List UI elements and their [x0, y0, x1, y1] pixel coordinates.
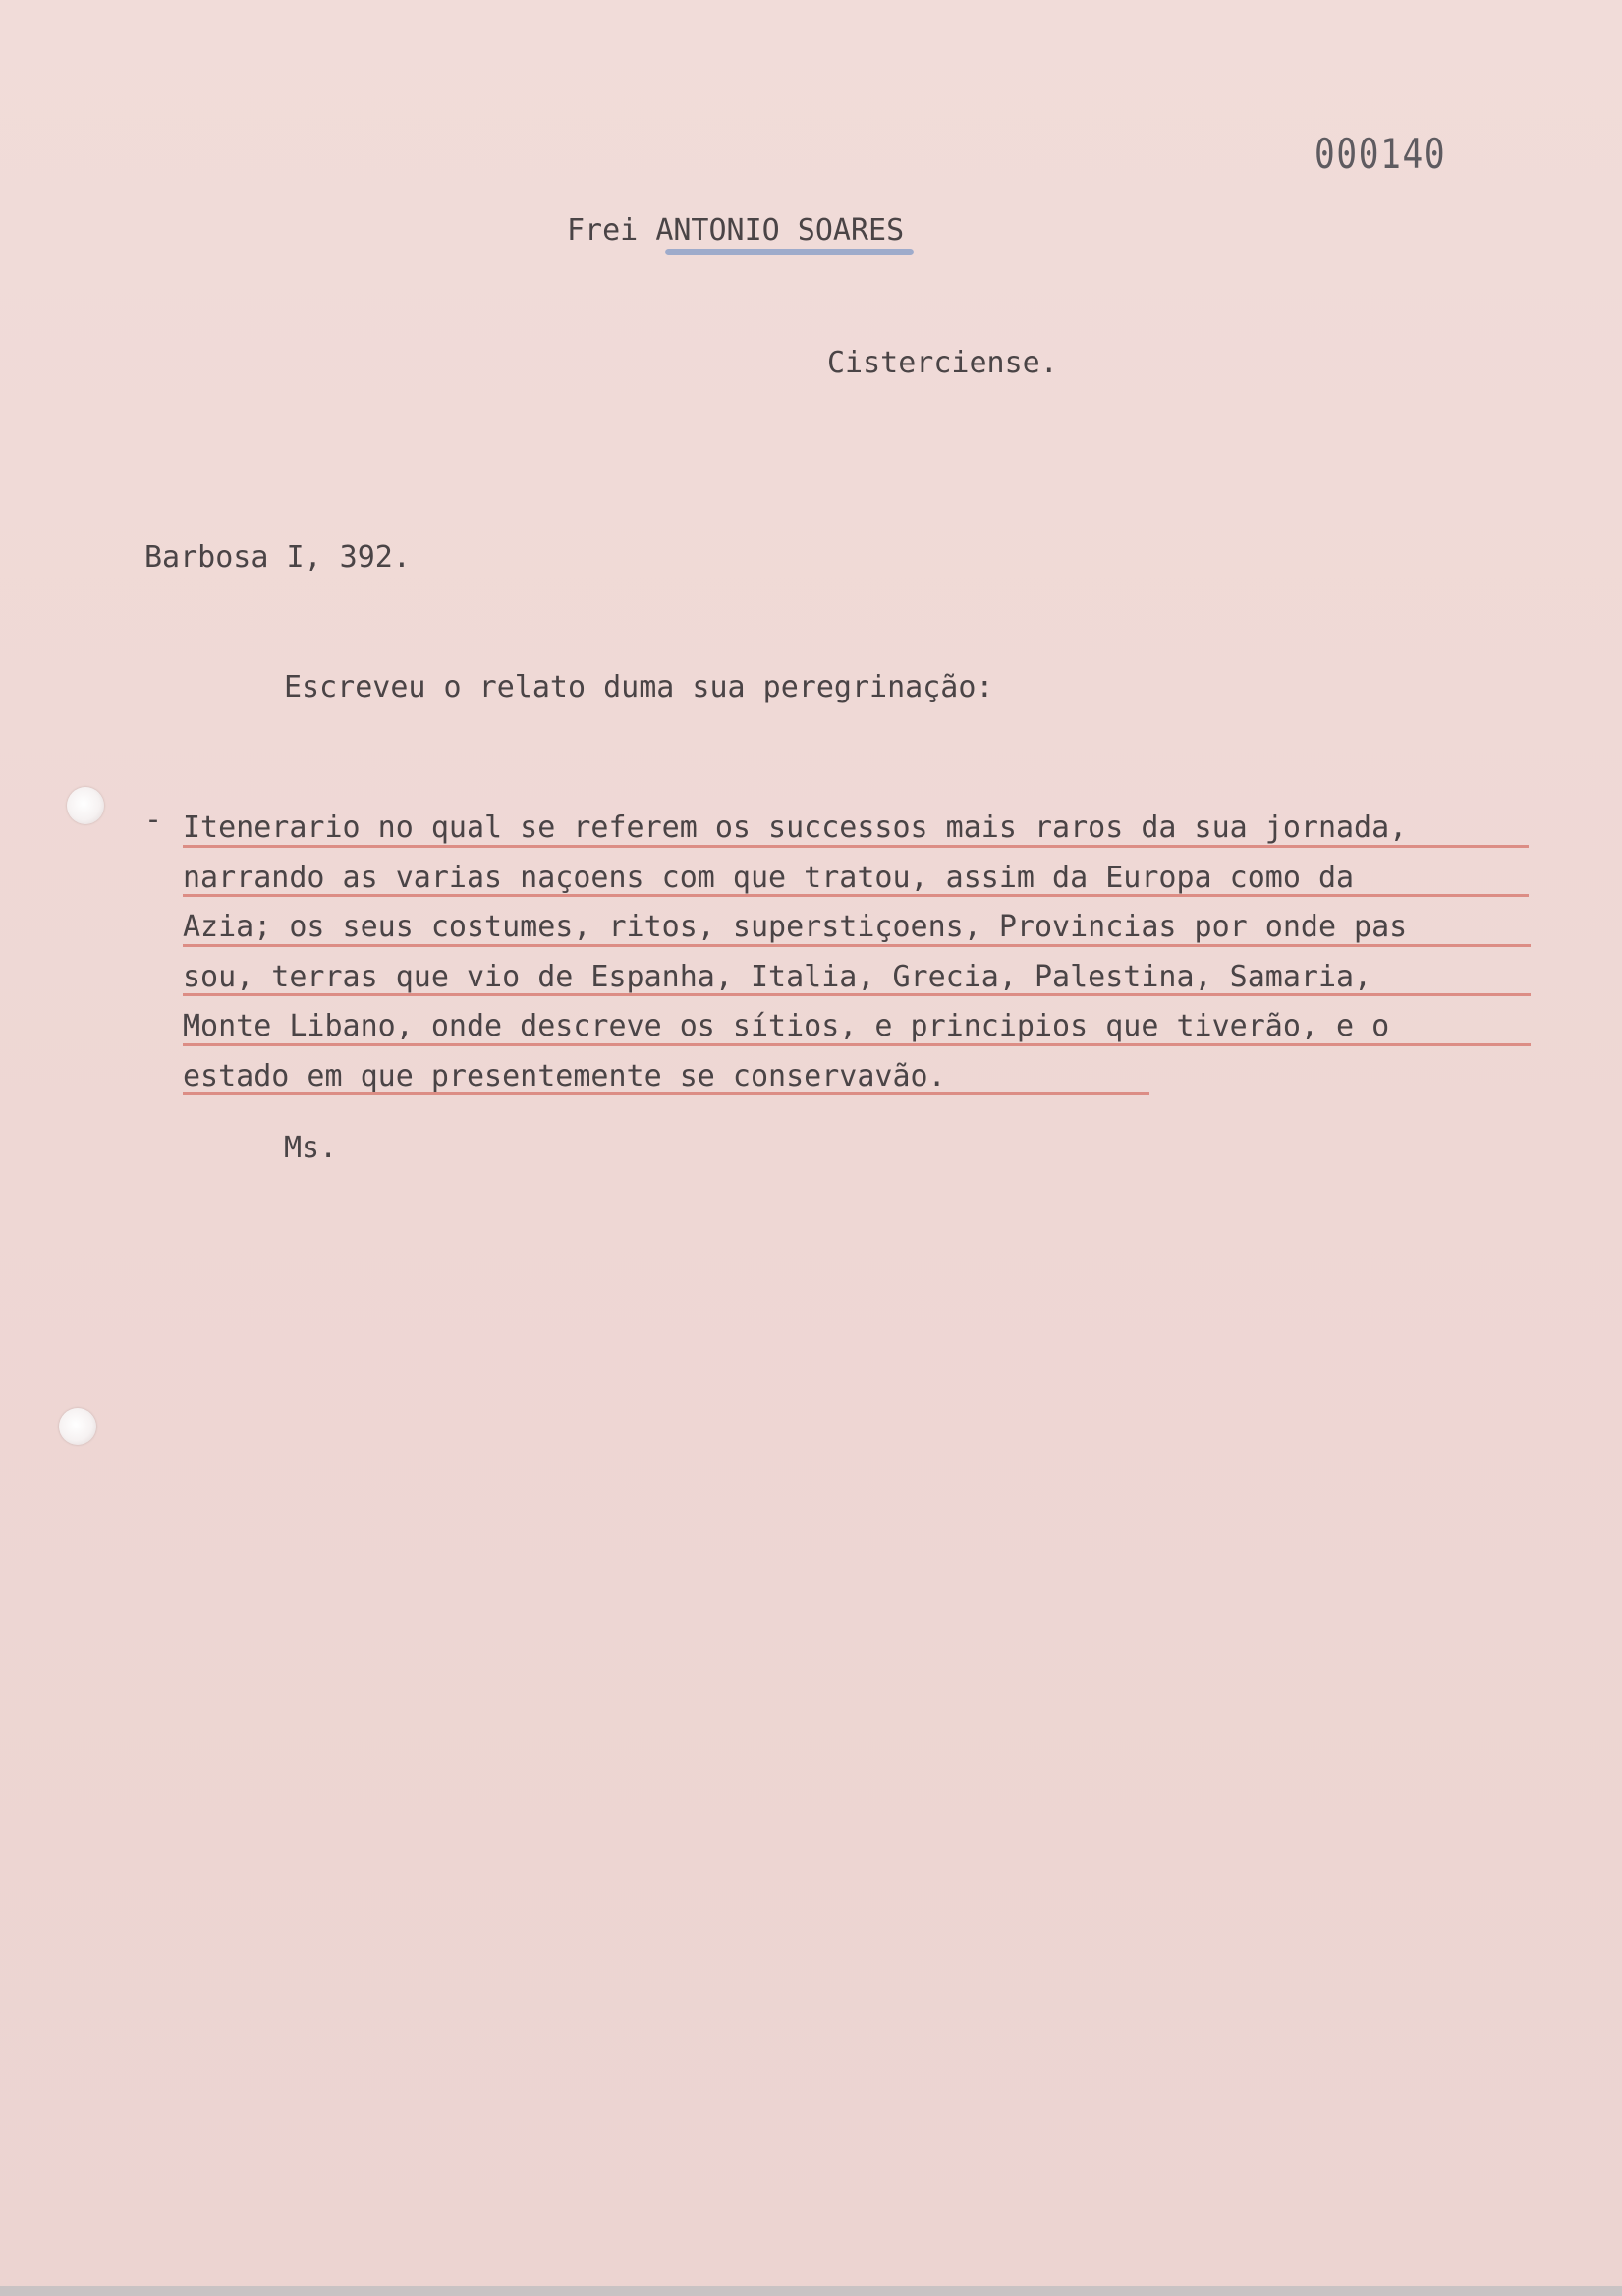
stamp-number: 000140: [1314, 130, 1447, 178]
punch-hole: [59, 1408, 96, 1445]
religious-order: Cisterciense.: [827, 346, 1058, 380]
entry-dash: -: [144, 803, 163, 837]
entry-paragraph: [183, 804, 1407, 1101]
entry-line: Azia; os seus costumes, ritos, superstiçoens, Provincias por onde pas: [183, 903, 1407, 953]
intro-text: Escreveu o relato duma sua peregrinação:: [284, 670, 994, 704]
entry-line: Itenerario no qual se referem os successos mais raros da sua jornada,: [183, 804, 1407, 854]
source-reference: Barbosa I, 392.: [144, 540, 411, 575]
page-title: [567, 214, 904, 248]
title-prefix: Frei: [567, 213, 639, 248]
manuscript-note: Ms.: [284, 1131, 338, 1165]
entry-line: estado em que presentemente se conservavão.: [183, 1052, 1407, 1102]
page-bottom-edge: [0, 2286, 1622, 2296]
entry-line: sou, terras que vio de Espanha, Italia, Grecia, Palestina, Samaria,: [183, 953, 1407, 1003]
entry-line: narrando as varias naçoens com que tratou, assim da Europa como da: [183, 854, 1407, 904]
author-name: ANTONIO SOARES: [655, 213, 905, 248]
punch-hole: [67, 787, 104, 824]
entry-line: Monte Libano, onde descreve os sítios, e principios que tiverão, e o: [183, 1002, 1407, 1052]
